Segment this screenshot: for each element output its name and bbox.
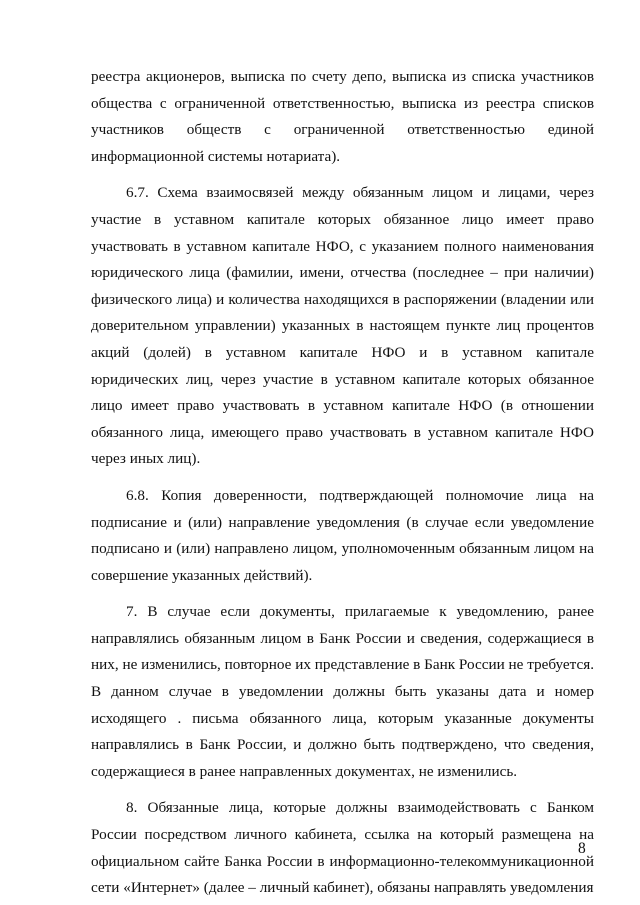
page-number: 8 bbox=[578, 840, 586, 857]
document-body bbox=[91, 64, 594, 902]
paragraph-continuation: реестра акционеров, выписка по счету депо, выписка из списка участников общества с ограниченной ответственностью, выписка из реестра списков участников обществ с ограниченной ответственностью единой информационной системы нотариата). bbox=[91, 68, 594, 165]
paragraph-item-7: 7. В случае если документы, прилагаемые к уведомлению, ранее направлялись обязанным лицом в Банк России и сведения, содержащиеся в них, не изменились, повторное их представление в Банк России не требуется. В данном случае в уведомлении должны быть указаны дата и номер исходящего . письма обязанного лица, которым указанные документы направлялись в Банк России, и должно быть подтверждено, что сведения, содержащиеся в ранее направленных документах, не изменились. bbox=[91, 603, 594, 780]
paragraph-item-6-8: 6.8. Копия доверенности, подтверждающей полномочие лица на подписание и (или) направление уведомления (в случае если уведомление подписано и (или) направлено лицом, уполномоченным обязанным лицом на совершение указанных действий). bbox=[91, 486, 594, 584]
paragraph-item-6-7: 6.7. Схема взаимосвязей между обязанным лицом и лицами, через участие в уставном капитале которых обязанное лицо имеет право участвовать в уставном капитале НФО, с указанием полного наименования юридического лица (фамилии, имени, отчества (последнее – при наличии) физического лица) и количества находящихся в распоряжении (владении или доверительном управлении) указанных в настоящем пункте лиц процентов акций (долей) в уставном капитале НФО и в уставном капитале юридических лиц, через участие в уставном капитале которых обязанное лицо имеет право участвовать в уставном капитале НФО (в отношении обязанного лица, имеющего право участвовать в уставном капитале НФО через иных лиц). bbox=[91, 184, 594, 468]
paragraph-item-8: 8. Обязанные лица, которые должны взаимодействовать с Банком России посредством личного кабинета, ссылка на который размещена на официальном сайте Банка России в информационно-телекоммуникационной сети «Интернет» (далее – личный кабинет), обязаны направлять уведомления bbox=[91, 799, 594, 897]
